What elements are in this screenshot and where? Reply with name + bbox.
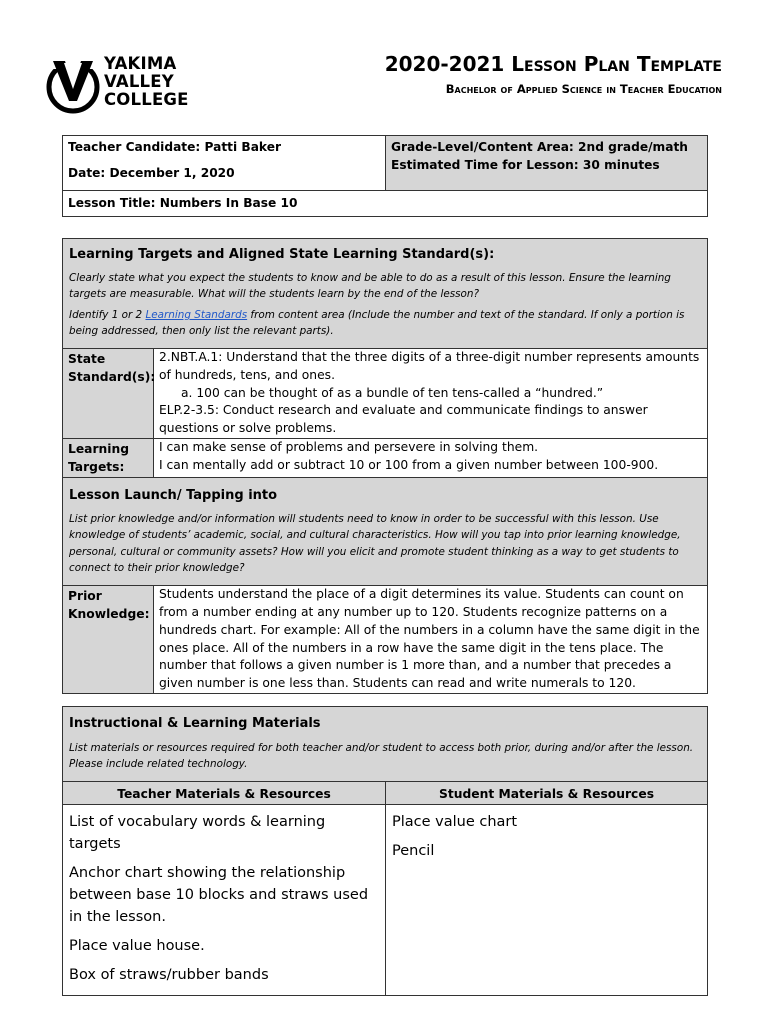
student-material-item: Place value chart xyxy=(392,814,518,830)
standards-instruction-text-2: from content area (Include the number and text of the standard. If only a portion is being addressed, then only list the relevant parts). xyxy=(69,309,685,337)
teacher-date-cell xyxy=(63,136,386,191)
learning-target-1: I can make sense of problems and persevere in solving them. xyxy=(159,439,539,454)
learning-targets-heading: Learning Targets and Aligned State Learning Standard(s): xyxy=(69,247,495,262)
document-title: 2020-2021 Lesson Plan Template xyxy=(384,52,722,76)
student-material-item: Pencil xyxy=(392,843,435,859)
lesson-title: Lesson Title: Numbers In Base 10 xyxy=(63,191,708,217)
materials-table xyxy=(62,706,708,996)
learning-targets-instruction: Clearly state what you expect the students to know and be able to do as a result of this lesson. Ensure the learning targets are measurable. What will the students learn by the end of the lesson? xyxy=(69,272,671,300)
standard-2: ELP.2-3.5: Conduct research and evaluate and communicate findings to answer questions or solve problems. xyxy=(159,403,648,436)
logo-line-1: YAKIMA xyxy=(104,54,177,73)
lesson-date: Date: December 1, 2020 xyxy=(68,166,235,180)
learning-targets-cell xyxy=(154,438,708,477)
teacher-material-item: List of vocabulary words & learning targets xyxy=(69,814,326,852)
estimated-time: Estimated Time for Lesson: 30 minutes xyxy=(391,158,660,172)
document-subtitle: Bachelor of Applied Science in Teacher Education xyxy=(445,82,722,96)
teacher-material-item: Box of straws/rubber bands xyxy=(69,967,269,983)
standard-1a: a. 100 can be thought of as a bundle of ten tens-called a “hundred.” xyxy=(181,385,604,400)
lesson-info-table xyxy=(62,135,708,217)
prior-knowledge-label: Prior Knowledge: xyxy=(63,586,154,694)
logo-line-2: VALLEY xyxy=(104,72,174,91)
materials-instruction: List materials or resources required for both teacher and/or student to access both prior, during and/or after the lesson. Please include related technology. xyxy=(69,742,694,770)
logo-line-3: COLLEGE xyxy=(104,90,189,109)
college-logo xyxy=(44,54,189,115)
learning-targets-label: Learning Targets: xyxy=(63,438,154,477)
document-header xyxy=(385,52,722,96)
materials-header-cell xyxy=(63,707,708,782)
standards-instruction-text: Identify 1 or 2 xyxy=(69,309,146,321)
grade-time-cell xyxy=(386,136,708,191)
lesson-launch-header xyxy=(63,477,708,585)
teacher-candidate: Teacher Candidate: Patti Baker xyxy=(68,140,281,154)
learning-standards-link[interactable]: Learning Standards xyxy=(145,309,248,321)
state-standards-label: State Standard(s): xyxy=(63,349,154,439)
college-name xyxy=(104,55,189,109)
standards-instruction xyxy=(69,307,701,339)
materials-heading: Instructional & Learning Materials xyxy=(69,716,321,731)
college-emblem-icon xyxy=(44,55,102,115)
grade-level: Grade-Level/Content Area: 2nd grade/math xyxy=(391,140,688,154)
lesson-launch-instruction: List prior knowledge and/or information will students need to know in order to be successful with this lesson. Use knowledge of students’ academic, social, and cultural characteristics. How will you tap into prior learning knowledge, personal, cultural or community assets? How will you elicit and promote student thinking as a way to get students to connect to their prior knowledge? xyxy=(69,512,681,574)
lesson-launch-heading: Lesson Launch/ Tapping into xyxy=(69,487,278,503)
teacher-materials-list xyxy=(63,805,386,996)
state-standards-cell xyxy=(154,349,708,439)
learning-target-2: I can mentally add or subtract 10 or 100 from a given number between 100-900. xyxy=(159,457,659,472)
teacher-material-item: Place value house. xyxy=(69,938,205,954)
student-materials-header: Student Materials & Resources xyxy=(386,782,708,805)
student-materials-list xyxy=(386,805,708,996)
materials-header xyxy=(63,707,707,781)
learning-targets-table xyxy=(62,238,708,694)
learning-targets-header xyxy=(63,239,708,349)
standard-1: 2.NBT.A.1: Understand that the three digits of a three-digit number represents amounts of hundreds, tens, and ones. xyxy=(159,350,700,382)
teacher-material-item: Anchor chart showing the relationship between base 10 blocks and straws used in the lesson. xyxy=(69,865,369,925)
teacher-materials-header: Teacher Materials & Resources xyxy=(63,782,386,805)
prior-knowledge-text: Students understand the place of a digit determines its value. Students can count on from a number ending at any number up to 120. Students recognize patterns on a hundreds chart. For example: All of the numbers in a column have the same digit in the ones place. All of the numbers in a row have the same digit in the tens place. The number that follows a given number is 1 more than, and a number that precedes a given number is one less than. Students can read and write numerals to 120. xyxy=(154,586,708,694)
